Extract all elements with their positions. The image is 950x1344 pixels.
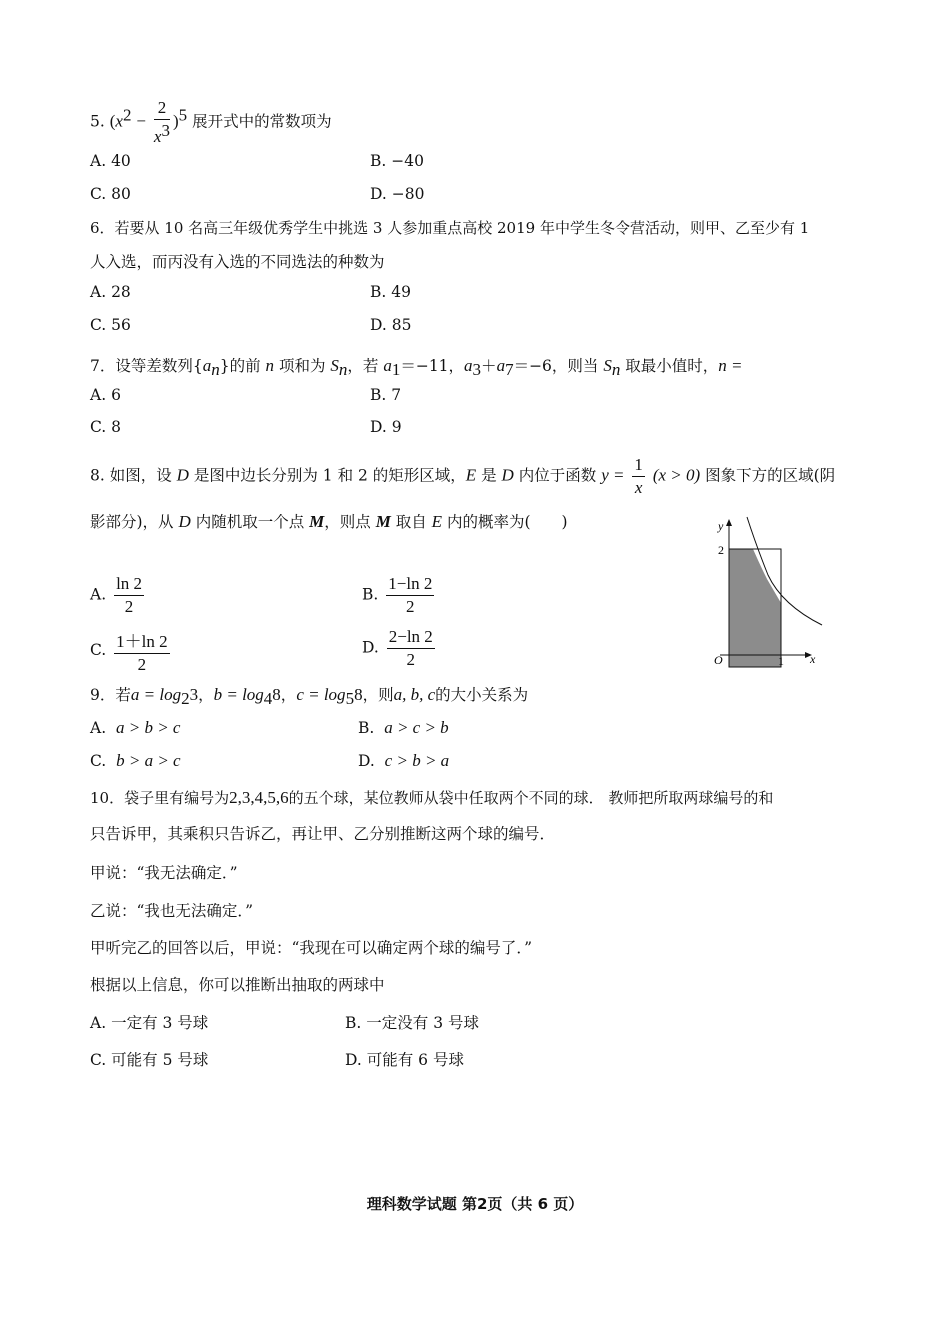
option-letter: D. <box>362 638 379 657</box>
q9-c-log: c = log <box>296 685 346 704</box>
q9-option-c[interactable] <box>90 751 181 771</box>
q5-option-d[interactable] <box>370 185 424 203</box>
q8-D: D <box>176 465 189 485</box>
q8-fraction <box>632 455 645 498</box>
option-text: 80 <box>111 185 131 203</box>
q7-text-6: ＋ <box>481 357 497 375</box>
option-letter: D. <box>370 316 387 334</box>
q7-a-sub: n <box>211 360 220 380</box>
q5-option-c[interactable] <box>90 185 131 203</box>
q9-sep-2: ， <box>280 686 297 704</box>
q7-stem <box>90 354 743 380</box>
option-letter: C. <box>90 641 107 659</box>
option-frac-den: 2 <box>406 597 415 616</box>
q9-option-a[interactable] <box>90 718 180 738</box>
q9-stem <box>90 683 528 709</box>
q7-a1-sub: 1 <box>391 360 401 380</box>
q7-a: a <box>202 356 212 375</box>
q8-l2-E: E <box>431 512 443 531</box>
q6-option-c[interactable] <box>90 316 131 334</box>
option-fraction <box>114 627 169 675</box>
option-letter: A. <box>90 152 107 170</box>
option-text: 7 <box>391 386 402 404</box>
q8-l2-b: 内随机取一个点 <box>190 513 310 531</box>
option-letter: B. <box>345 1014 362 1032</box>
q9-a-log: a = log <box>130 685 182 704</box>
q6-option-d[interactable] <box>370 316 411 334</box>
option-text: 56 <box>111 316 131 334</box>
q7-text-3: 项和为 <box>274 357 331 375</box>
q9-text-1: 9．若 <box>90 686 131 704</box>
option-letter: A. <box>90 283 107 301</box>
option-letter: B. <box>370 283 387 301</box>
option-frac-num: 2−ln 2 <box>387 627 435 649</box>
q8-l2-M2: M <box>375 512 391 531</box>
q10-stem-line3: 甲说：“我无法确定．” <box>90 864 238 882</box>
q8-l2-M: M <box>309 512 325 531</box>
option-text: 一定没有 3 号球 <box>366 1014 479 1032</box>
q7-option-d[interactable] <box>370 418 402 436</box>
option-fraction <box>386 574 434 617</box>
q10-option-d[interactable] <box>345 1048 464 1070</box>
option-text: 可能有 5 号球 <box>111 1051 209 1069</box>
q7-a1: a <box>383 356 392 375</box>
q8-y-equals: y = <box>601 465 625 485</box>
q7-text-8: 取最小值时， <box>620 357 719 375</box>
option-text: 一定有 3 号球 <box>111 1014 209 1032</box>
q6-option-b[interactable] <box>370 283 411 301</box>
y-tick-label: 2 <box>718 543 724 557</box>
q8-figure <box>700 515 830 670</box>
q7-S2-sub: n <box>611 360 621 380</box>
q8-text-1: 8. 如图，设 <box>90 466 177 485</box>
q9-a-arg: 3 <box>189 685 199 704</box>
option-text: 可能有 6 号球 <box>366 1051 464 1069</box>
q7-n: n <box>265 356 275 375</box>
q8-condition: (x > 0) <box>652 465 701 485</box>
q8-stem-line1 <box>90 455 835 498</box>
q5-stem <box>90 98 332 147</box>
q7-a7: a <box>496 356 506 375</box>
q8-l2-D: D <box>178 512 191 531</box>
q8-stem-line2 <box>90 510 568 532</box>
y-axis-label: y <box>718 519 724 533</box>
q5-frac-den-x: x <box>153 127 162 147</box>
option-letter: C. <box>90 1051 107 1069</box>
q8-l2-c: ，则点 <box>324 513 376 531</box>
q8-option-d[interactable] <box>362 627 438 670</box>
option-frac-num: ln 2 <box>114 574 144 596</box>
q6-stem-line2: 人入选，而丙没有入选的不同选法的种数为 <box>90 253 385 271</box>
option-frac-den: 2 <box>137 655 147 674</box>
q7-option-b[interactable] <box>370 386 401 404</box>
shaded-region-e <box>729 549 781 667</box>
q8-option-b[interactable] <box>362 574 437 617</box>
q9-option-d[interactable] <box>358 751 449 771</box>
y-axis-arrow-icon <box>726 519 732 526</box>
q10-text-1: 10．袋子里有编号为 <box>90 789 230 807</box>
q8-E: E <box>465 465 477 485</box>
option-fraction <box>387 627 435 670</box>
option-letter: D. <box>370 418 387 436</box>
x-tick-label: 1 <box>778 654 784 668</box>
q5-text: 展开式中的常数项为 <box>192 112 332 131</box>
q8-frac-num: 1 <box>632 455 645 477</box>
q7-text-1: 7．设等差数列{ <box>90 357 203 375</box>
q5-power: 5 <box>178 105 188 125</box>
option-frac-den: 2 <box>124 597 134 616</box>
q5-x: x <box>115 111 123 131</box>
option-letter: C. <box>90 418 107 436</box>
q9-text-2: ，则 <box>362 686 394 704</box>
q9-c-base: 5 <box>345 689 355 709</box>
q10-option-a[interactable] <box>90 1011 208 1033</box>
q8-option-c[interactable] <box>90 627 173 675</box>
q9-option-b[interactable] <box>358 718 449 738</box>
option-letter: D. <box>370 185 387 203</box>
option-letter: A. <box>90 719 107 737</box>
option-text: −80 <box>391 185 425 203</box>
q5-option-a[interactable] <box>90 152 131 170</box>
q8-l2-e: 内的概率为( ) <box>442 513 568 531</box>
option-letter: A. <box>90 585 107 604</box>
option-letter: B. <box>370 386 387 404</box>
option-letter: C. <box>90 316 107 334</box>
option-text: 40 <box>111 152 131 170</box>
option-text: 9 <box>391 418 402 436</box>
q7-S-sub: n <box>338 360 348 380</box>
option-text: −40 <box>391 152 424 170</box>
q10-stem-line2: 只告诉甲，其乘积只告诉乙，再让甲、乙分别推断这两个球的编号． <box>90 825 556 843</box>
option-frac-num: 1＋ln 2 <box>114 627 169 654</box>
option-text: 49 <box>391 283 411 301</box>
q5-frac-numerator: 2 <box>154 98 170 120</box>
option-text: b > a > c <box>116 751 181 770</box>
x-axis-label: x <box>810 652 816 666</box>
option-text: a > b > c <box>115 718 181 737</box>
q7-a3: a <box>464 356 473 375</box>
q8-text-2: 是图中边长分别为 1 和 2 的矩形区域， <box>188 466 466 485</box>
q10-stem-line1 <box>90 787 773 808</box>
option-letter: B. <box>362 585 379 604</box>
q8-l2-d: 取自 <box>390 513 432 531</box>
option-text: 85 <box>391 316 412 334</box>
q8-l2-a: 影部分)，从 <box>90 513 179 531</box>
q7-S: S <box>330 356 339 375</box>
option-letter: C. <box>90 185 107 203</box>
option-fraction <box>114 574 144 617</box>
q5-open-paren: ( <box>109 111 116 131</box>
q5-frac-den-exponent: 3 <box>161 121 170 140</box>
q5-fraction <box>154 98 170 147</box>
q9-c-arg: 8 <box>354 685 363 704</box>
option-text: 28 <box>111 283 131 301</box>
q7-n-equals: n = <box>718 356 743 375</box>
q9-b-base: 4 <box>263 689 273 709</box>
q10-stem-line4: 乙说：“我也无法确定．” <box>90 902 254 920</box>
q10-numbers: 2,3,4,5,6 <box>229 788 289 807</box>
q7-option-c[interactable] <box>90 418 121 436</box>
q5-close-paren: ) <box>172 111 179 131</box>
q6-option-a[interactable] <box>90 283 131 301</box>
option-text: a > c > b <box>384 718 449 737</box>
q7-text-4: ，若 <box>347 357 384 375</box>
q9-text-3: 的大小关系为 <box>435 686 529 704</box>
q8-D2: D <box>501 465 514 485</box>
q8-text-3: 是 <box>476 466 502 485</box>
q7-a3-sub: 3 <box>472 360 482 380</box>
q10-stem-line5: 甲听完乙的回答以后，甲说：“我现在可以确定两个球的编号了．” <box>90 939 533 957</box>
q10-stem-line6: 根据以上信息，你可以推断出抽取的两球中 <box>90 976 385 994</box>
option-letter: C. <box>90 752 107 770</box>
option-text: 8 <box>111 418 122 436</box>
q7-S2: S <box>603 356 612 375</box>
option-letter: A. <box>90 386 107 404</box>
q9-abc: a, b, c <box>393 685 436 704</box>
q9-b-log: b = log <box>213 685 264 704</box>
q5-x-exponent: 2 <box>122 105 132 125</box>
q7-text-7: ＝−6，则当 <box>513 357 604 375</box>
q8-option-a[interactable] <box>90 574 147 617</box>
option-letter: D. <box>345 1051 362 1069</box>
origin-label: O <box>714 653 723 667</box>
q5-minus: − <box>136 111 146 131</box>
q6-stem-line1: 6．若要从 10 名高三年级优秀学生中挑选 3 人参加重点高校 2019 年中学生冬令营活动，则甲、乙至少有 1 <box>90 219 810 237</box>
q7-option-a[interactable] <box>90 386 121 404</box>
q9-sep-1: ， <box>198 686 214 704</box>
page-footer: 理科数学试题 第2页（共 6 页） <box>366 1195 584 1213</box>
option-text: c > b > a <box>384 751 450 770</box>
option-frac-den: 2 <box>406 650 416 669</box>
q7-text-5: ＝−11， <box>400 357 465 375</box>
q7-text-2: }的前 <box>219 357 266 375</box>
q8-frac-den: x <box>634 478 643 497</box>
option-letter: A. <box>90 1014 107 1032</box>
q9-a-base: 2 <box>181 689 190 709</box>
option-letter: B. <box>370 152 387 170</box>
option-frac-num: 1−ln 2 <box>386 574 434 596</box>
q8-text-4: 内位于函数 <box>513 466 602 485</box>
q7-a7-sub: 7 <box>505 360 514 380</box>
q10-option-c[interactable] <box>90 1048 208 1070</box>
q9-b-arg: 8 <box>272 685 281 704</box>
q10-option-b[interactable] <box>345 1011 479 1033</box>
option-text: 6 <box>111 386 121 404</box>
q10-text-2: 的五个球，某位教师从袋中任取两个不同的球． 教师把所取两球编号的和 <box>288 789 774 807</box>
q5-number: 5. <box>90 112 105 131</box>
q8-text-5: 图象下方的区域(阴 <box>700 466 836 485</box>
option-letter: D. <box>358 752 375 770</box>
q5-option-b[interactable] <box>370 152 424 170</box>
option-letter: B. <box>358 719 375 737</box>
